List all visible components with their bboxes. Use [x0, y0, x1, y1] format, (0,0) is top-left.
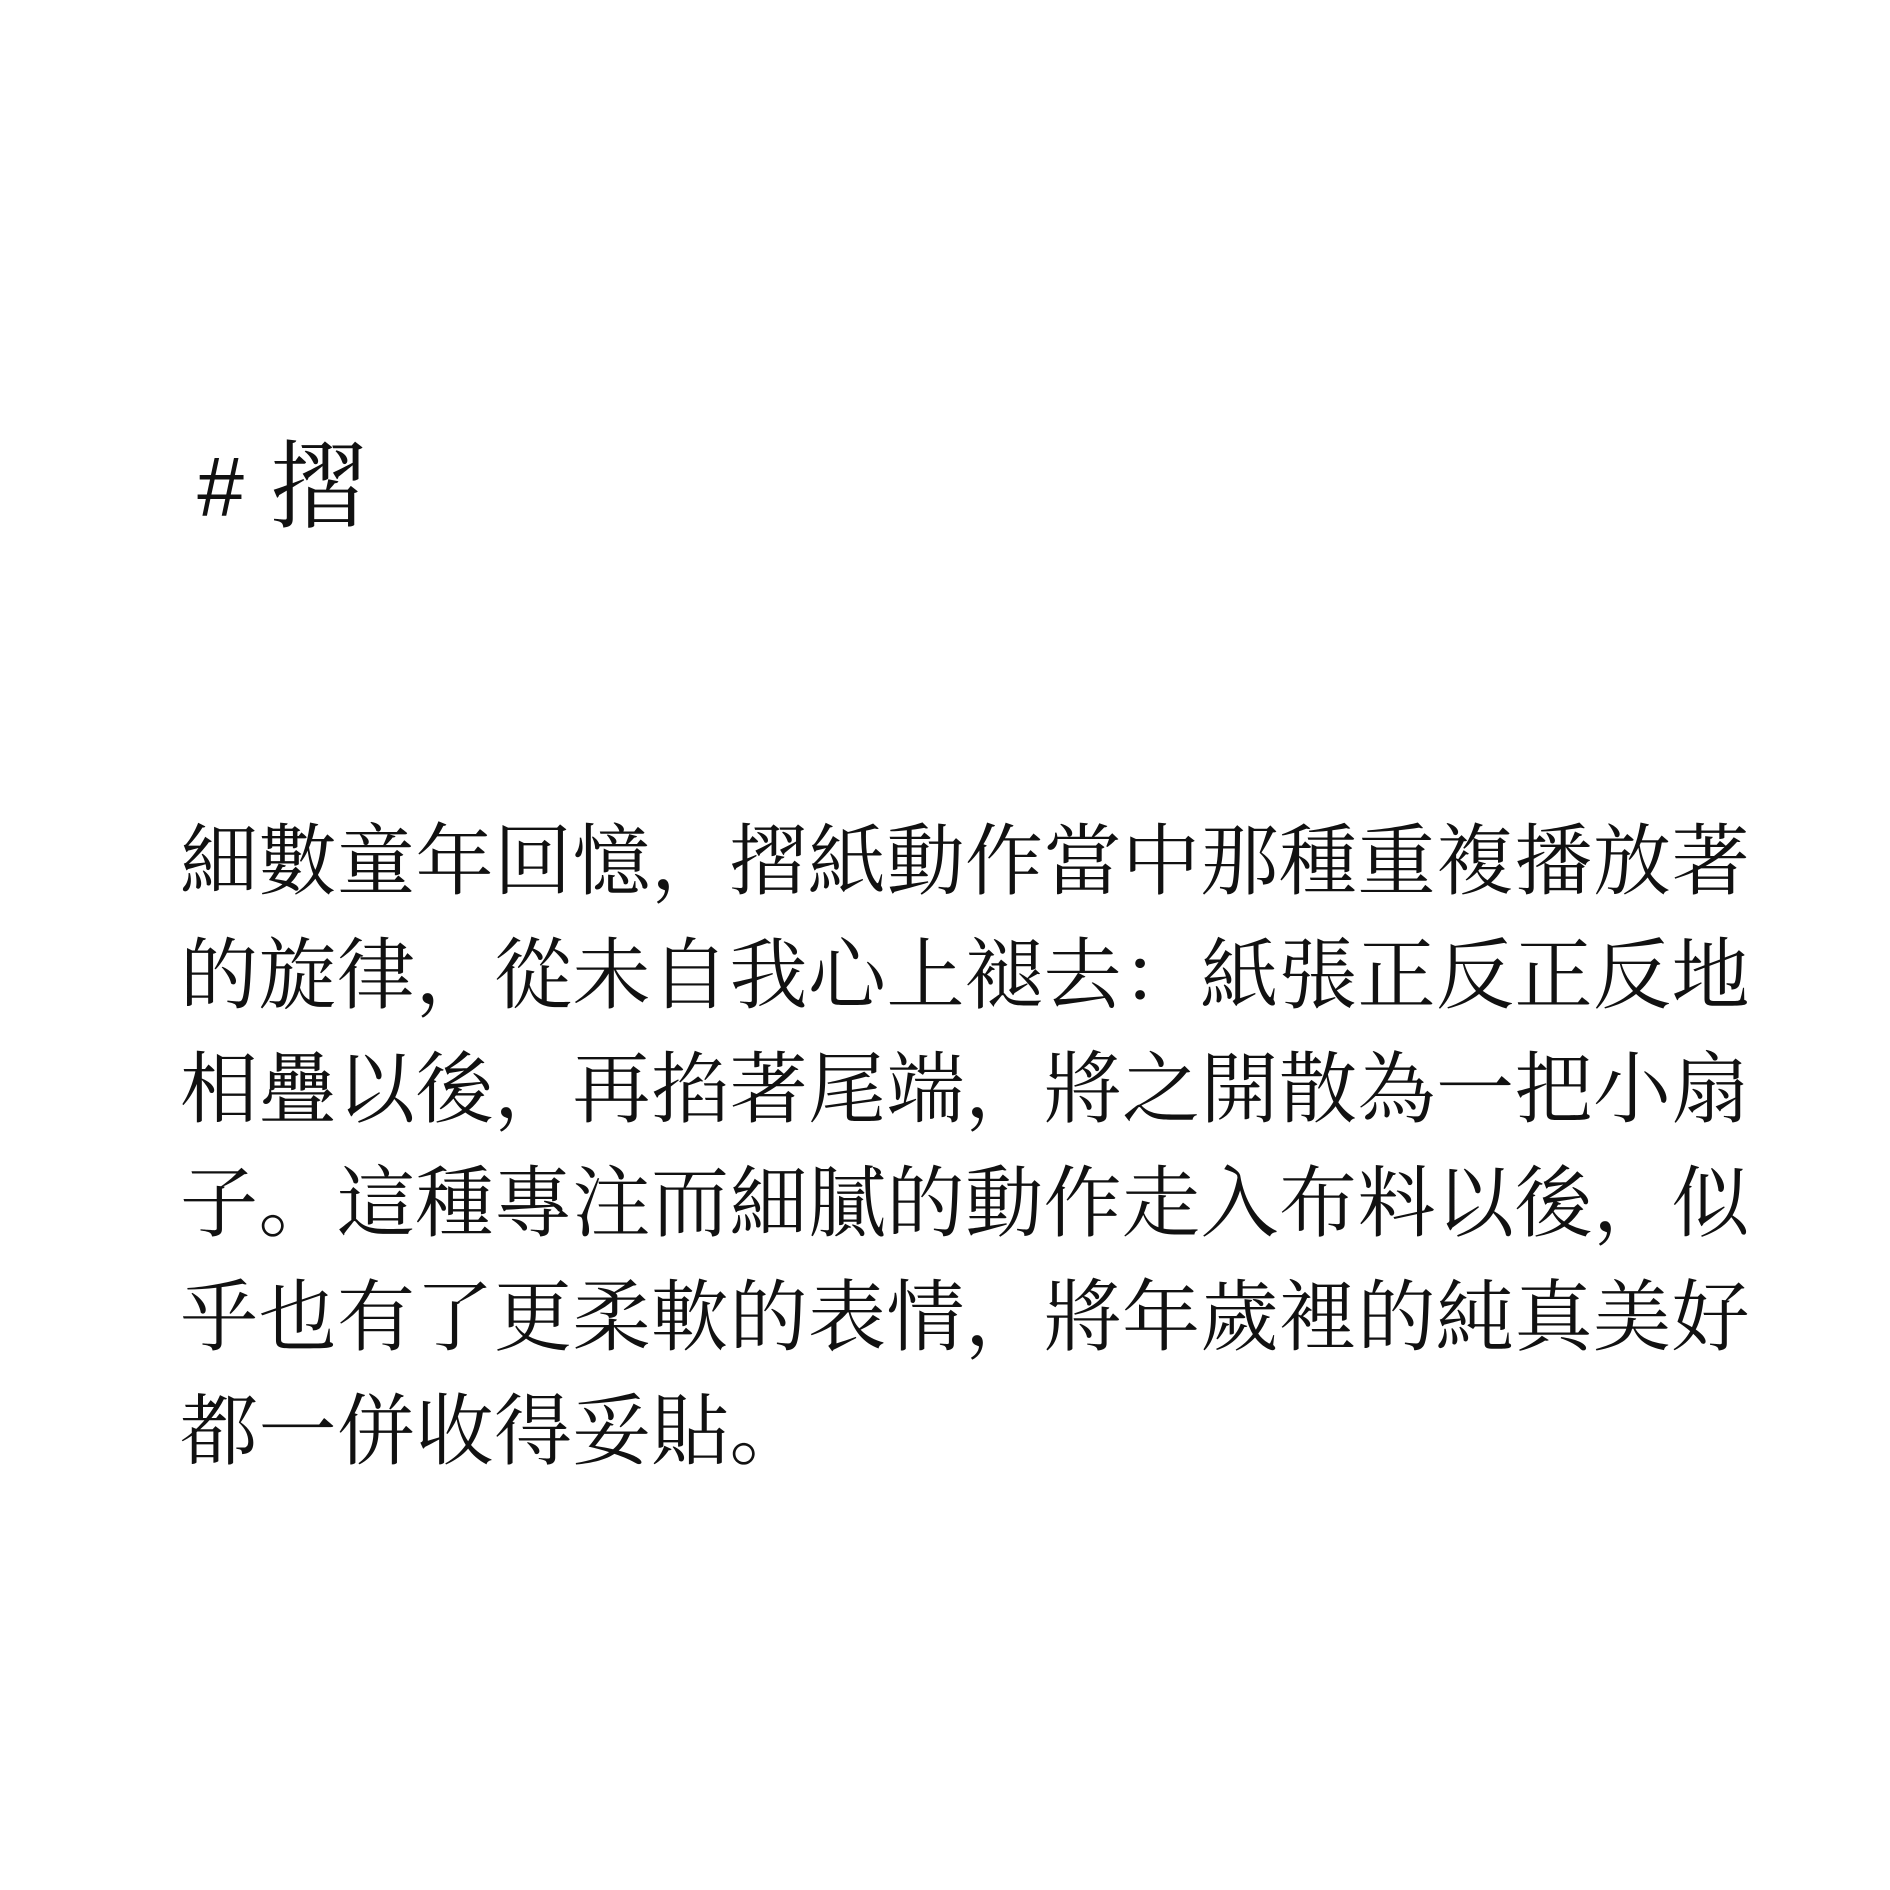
paragraph-line: 細數童年回憶，摺紙動作當中那種重複播放著 [180, 817, 1751, 907]
paragraph-line: 都一併收得妥貼。 [180, 1387, 809, 1477]
hashtag-symbol: # [196, 440, 243, 534]
paragraph-line: 乎也有了更柔軟的表情，將年歲裡的純真美好 [180, 1273, 1751, 1363]
page-title [196, 432, 367, 542]
paragraph-line: 相疊以後，再掐著尾端，將之開散為一把小扇 [180, 1045, 1751, 1135]
paragraph-line: 的旋律，從未自我心上褪去：紙張正反正反地 [180, 931, 1751, 1021]
title-text: 摺 [270, 431, 367, 543]
paragraph-line: 子。這種專注而細膩的動作走入布料以後，似 [180, 1159, 1751, 1249]
body-paragraph [180, 805, 1751, 1489]
